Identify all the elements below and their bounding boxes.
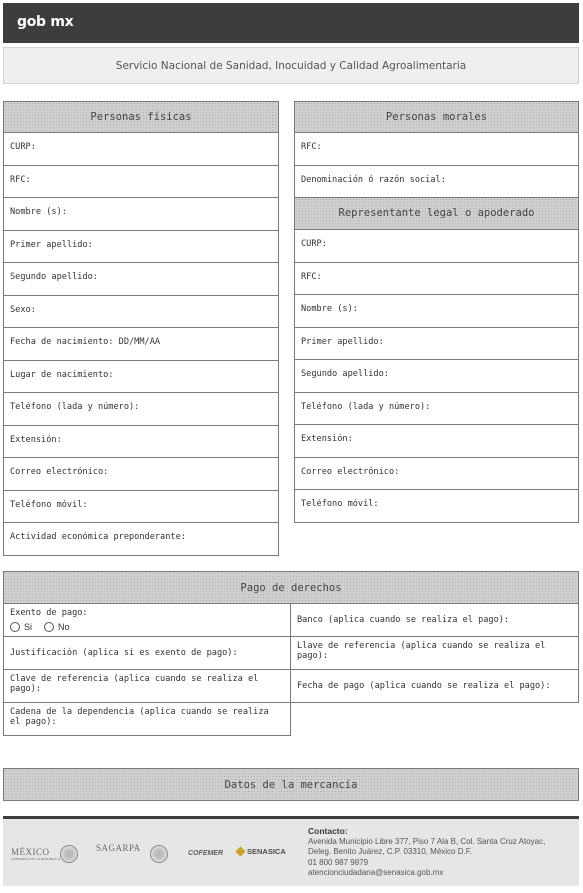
national-seal-icon: [60, 845, 78, 863]
mexico-logo: [11, 847, 60, 861]
persona-moral-field-1[interactable]: Denominación ó razón social:: [294, 166, 579, 199]
radio-no-label: No: [58, 622, 70, 632]
sagarpa-logo: [96, 843, 141, 853]
pago-derechos-header: Pago de derechos: [3, 571, 579, 604]
persona-fisica-field-0[interactable]: CURP:: [3, 133, 279, 166]
persona-fisica-field-3[interactable]: Primer apellido:: [3, 231, 279, 264]
datos-mercancia-header[interactable]: Datos de la mercancía: [3, 768, 579, 801]
persona-fisica-field-10[interactable]: Correo electrónico:: [3, 458, 279, 491]
persona-fisica-field-1[interactable]: RFC:: [3, 166, 279, 199]
cofemer-logo: [188, 850, 223, 857]
representante-field-4[interactable]: Segundo apellido:: [294, 360, 579, 393]
radio-no[interactable]: [44, 622, 54, 632]
persona-fisica-field-11[interactable]: Teléfono móvil:: [3, 491, 279, 524]
footer: [3, 816, 579, 886]
representante-legal-header: Representante legal o apoderado: [294, 198, 579, 230]
representante-field-0[interactable]: CURP:: [294, 230, 579, 263]
agency-banner: [3, 47, 579, 84]
exento-pago-label: Exento de pago:: [10, 608, 88, 618]
fecha-pago-field[interactable]: Fecha de pago (aplica cuando se realiza el pago):: [291, 670, 579, 703]
persona-fisica-field-4[interactable]: Segundo apellido:: [3, 263, 279, 296]
persona-fisica-field-2[interactable]: Nombre (s):: [3, 198, 279, 231]
personas-fisicas-panel: [3, 101, 279, 556]
pago-derechos-panel: [3, 571, 579, 736]
banco-field[interactable]: Banco (aplica cuando se realiza el pago):: [291, 604, 579, 637]
gob-mx-logo[interactable]: gob mx: [17, 14, 74, 30]
representante-field-1[interactable]: RFC:: [294, 263, 579, 296]
contact-title: Contacto:: [308, 826, 348, 836]
persona-fisica-field-7[interactable]: Lugar de nacimiento:: [3, 361, 279, 394]
llave-referencia-field[interactable]: Llave de referencia (aplica cuando se realiza el pago):: [291, 637, 579, 670]
contact-address-2: Deleg. Benito Juárez, C.P. 03310, México D.F.: [308, 847, 472, 857]
clave-referencia-field[interactable]: Clave de referencia (aplica cuando se realiza el pago):: [3, 670, 291, 703]
representante-field-5[interactable]: Teléfono (lada y número):: [294, 393, 579, 426]
mexico-logo-subtext: GOBIERNO DE LA REPÚBLICA: [11, 857, 61, 861]
sagarpa-logo-text: SAGARPA: [96, 843, 141, 853]
empty-cell: [291, 703, 579, 736]
representante-field-8[interactable]: Teléfono móvil:: [294, 490, 579, 523]
mexico-logo-text: MÉXICO: [11, 847, 50, 857]
justificacion-field[interactable]: Justificación (aplica si es exento de pago):: [3, 637, 291, 670]
cofemer-logo-text: COFEMER: [188, 850, 223, 857]
persona-fisica-field-5[interactable]: Sexo:: [3, 296, 279, 329]
personas-morales-panel: [294, 101, 579, 523]
persona-fisica-field-12[interactable]: Actividad económica preponderante:: [3, 523, 279, 556]
national-seal-icon-2: [150, 845, 168, 863]
persona-fisica-field-9[interactable]: Extensión:: [3, 426, 279, 459]
agency-name: Servicio Nacional de Sanidad, Inocuidad y Calidad Agroalimentaria: [115, 60, 467, 72]
personas-fisicas-header: Personas físicas: [3, 101, 279, 133]
cadena-dependencia-field[interactable]: Cadena de la dependencia (aplica cuando se realiza el pago):: [3, 703, 291, 736]
representante-field-6[interactable]: Extensión:: [294, 425, 579, 458]
representante-field-3[interactable]: Primer apellido:: [294, 328, 579, 361]
contact-block: [308, 826, 545, 879]
top-bar: [3, 3, 579, 43]
personas-morales-header: Personas morales: [294, 101, 579, 133]
senasica-logo: [236, 847, 286, 856]
persona-moral-field-0[interactable]: RFC:: [294, 133, 579, 166]
representante-field-2[interactable]: Nombre (s):: [294, 295, 579, 328]
radio-si-label: Si: [24, 622, 33, 632]
persona-fisica-field-6[interactable]: Fecha de nacimiento: DD/MM/AA: [3, 328, 279, 361]
representante-field-7[interactable]: Correo electrónico:: [294, 458, 579, 491]
datos-mercancia-panel: [3, 768, 579, 801]
radio-si[interactable]: [10, 622, 20, 632]
exento-pago-field: [3, 604, 291, 637]
persona-fisica-field-8[interactable]: Teléfono (lada y número):: [3, 393, 279, 426]
contact-phone[interactable]: 01 800 987 9879: [308, 857, 369, 867]
contact-address-1: Avenida Municipio Libre 377, Piso 7 Ala B, Col. Santa Cruz Atoyac,: [308, 836, 546, 846]
contact-email[interactable]: atencionciudadana@senasica.gob.mx: [308, 868, 444, 878]
senasica-logo-text: SENASICA: [247, 847, 286, 856]
